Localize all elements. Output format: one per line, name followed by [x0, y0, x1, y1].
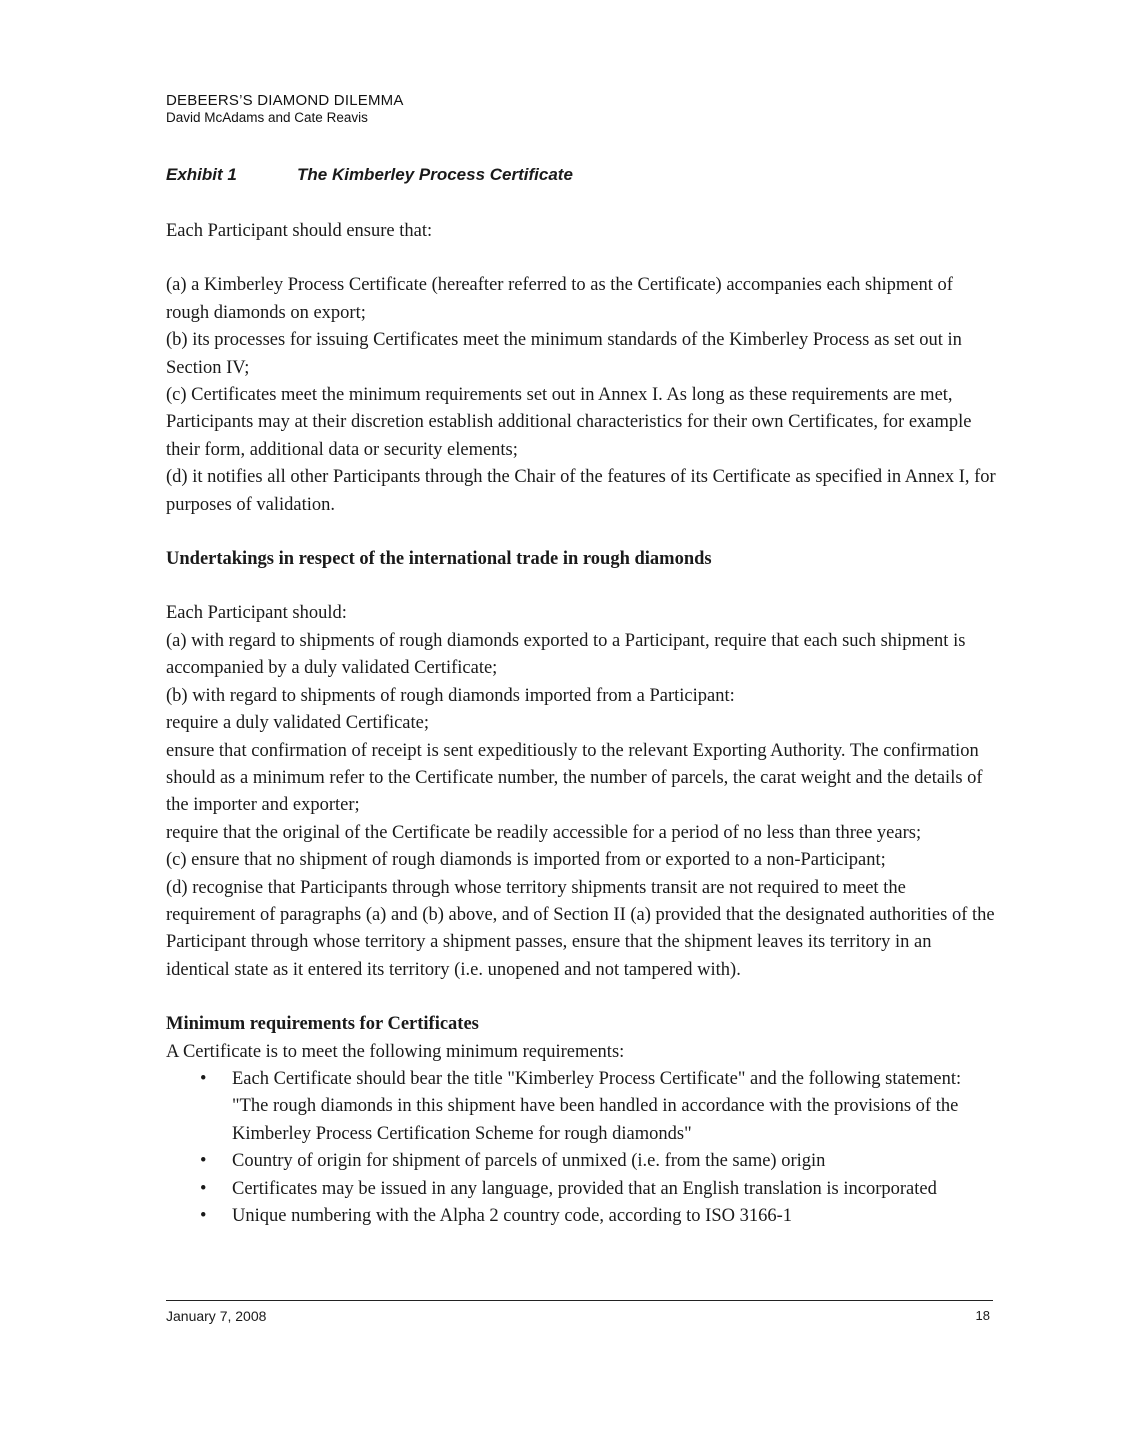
case-authors: David McAdams and Cate Reavis [166, 110, 368, 125]
section1-item-c: (c) Certificates meet the minimum requirements set out in Annex I. As long as these requirements are met, Participants may at their discretion establish additional characteristics for their own Certificates, for example their form, additional data or security elements; [166, 385, 972, 460]
section2-heading: Undertakings in respect of the international trade in rough diamonds [166, 549, 712, 570]
bullet-icon: • [200, 1068, 207, 1089]
section2-item-b2: ensure that confirmation of receipt is sent expeditiously to the relevant Exporting Authority. The confirmation should as a minimum refer to the Certificate number, the number of parcels, the carat weight and the details of the importer and exporter; [166, 740, 983, 816]
section2-item-b3: require that the original of the Certificate be readily accessible for a period of no less than three years; [166, 822, 922, 843]
section2-item-b: (b) with regard to shipments of rough diamonds imported from a Participant: [166, 685, 735, 706]
section3-heading: Minimum requirements for Certificates [166, 1014, 479, 1035]
requirements-list [166, 1066, 998, 1230]
section1-item-a: (a) a Kimberley Process Certificate (hereafter referred to as the Certificate) accompanies each shipment of rough diamonds on export; [166, 275, 953, 323]
bullet-icon: • [200, 1206, 207, 1226]
section2-item-b1: require a duly validated Certificate; [166, 713, 429, 734]
exhibit-heading [166, 164, 573, 186]
bullet-icon: • [200, 1178, 207, 1199]
section2-item-c: (c) ensure that no shipment of rough diamonds is imported from or exported to a non-Participant; [166, 850, 886, 871]
running-header [166, 92, 404, 126]
section2-item-d: (d) recognise that Participants through whose territory shipments transit are not required to meet the requirement of paragraphs (a) and (b) above, and of Section II (a) provided that the designated authorities of the Participant through whose territory a shipment passes, ensure that the shipment leaves its territory in an identical state as it entered its territory (i.e. unopened and not tampered with). [166, 877, 995, 980]
list-item: • Each Certificate should bear the title "Kimberley Process Certificate" and the following statement: "The rough diamonds in this shipment have been handled in accordance with the provisions of the Kimberley Process Certification Scheme for rough diamonds" [166, 1066, 998, 1148]
list-item: • Unique numbering with the Alpha 2 country code, according to ISO 3166-1 [166, 1203, 998, 1230]
exhibit-body [166, 218, 998, 1230]
section3-intro: A Certificate is to meet the following minimum requirements: [166, 1041, 625, 1062]
section1-intro: Each Participant should ensure that: [166, 221, 433, 241]
section2-intro: Each Participant should: [166, 603, 347, 624]
footer-divider [166, 1300, 993, 1301]
case-title: DEBEERS’S DIAMOND DILEMMA [166, 92, 404, 109]
page-number: 18 [975, 1308, 990, 1323]
section1-item-d: (d) it notifies all other Participants through the Chair of the features of its Certificate as specified in Annex I, for purposes of validation. [166, 467, 996, 515]
footer-date: January 7, 2008 [166, 1308, 267, 1324]
bullet-icon: • [200, 1151, 207, 1172]
exhibit-title: The Kimberley Process Certificate [297, 165, 573, 184]
list-item: • Certificates may be issued in any language, provided that an English translation is incorporated [166, 1176, 998, 1203]
section2-item-a: (a) with regard to shipments of rough diamonds exported to a Participant, require that each such shipment is accompanied by a duly validated Certificate; [166, 630, 966, 679]
list-item: • Country of origin for shipment of parcels of unmixed (i.e. from the same) origin [166, 1148, 998, 1175]
exhibit-number: Exhibit 1 [166, 165, 237, 184]
section1-item-b: (b) its processes for issuing Certificates meet the minimum standards of the Kimberley Process as set out in Section IV; [166, 330, 962, 378]
